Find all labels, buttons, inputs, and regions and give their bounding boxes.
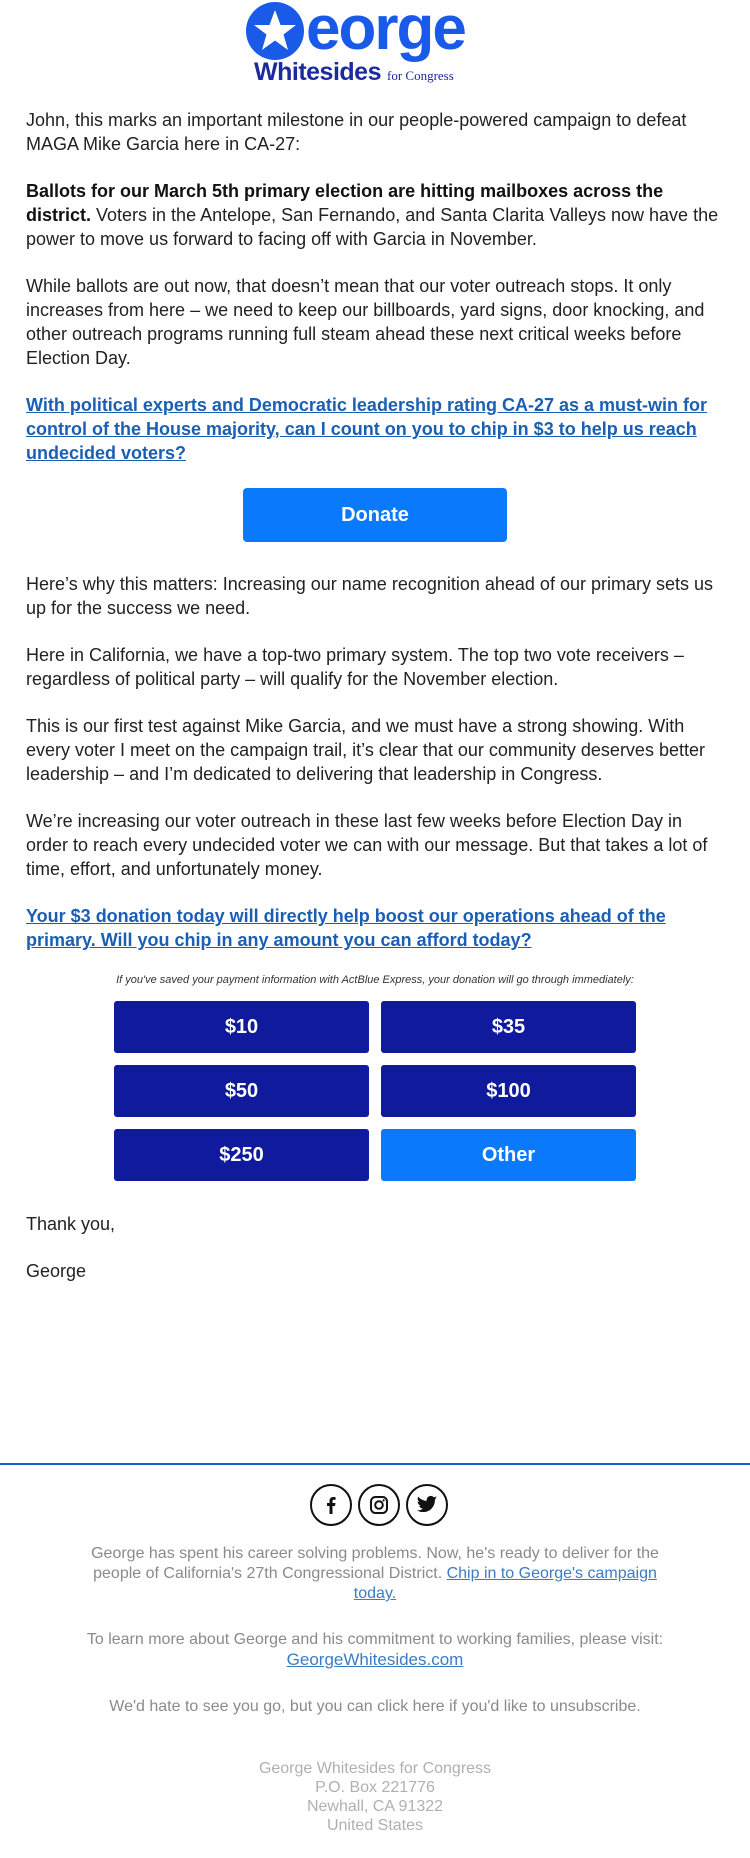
donate-ask-link[interactable]: With political experts and Democratic leadership rating CA-27 as a must-win for control of the House majority, can I count on you to chip in $3 to help us reach undecided voters? [26, 395, 707, 463]
donate-button[interactable]: Donate [243, 488, 507, 542]
address-line-box: P.O. Box 221776 [315, 1779, 435, 1796]
paragraph-intro: John, this marks an important milestone in our people-powered campaign to defeat MAGA Mike Garcia here in CA-27: [26, 110, 687, 154]
amount-button-100[interactable]: $100 [381, 1065, 636, 1117]
footer-learn [75, 1630, 675, 1671]
social-links [310, 1484, 454, 1526]
logo-name-line: Whitesides [254, 58, 381, 86]
footer-chip-in-link[interactable]: Chip in to George's campaign today. [353, 1565, 657, 1602]
footer-about-text: George has spent his career solving problems. Now, he's ready to deliver for the people of California's 27th Congressional District. [91, 1545, 659, 1582]
logo-wordmark: eorge [306, 0, 465, 63]
amount-button-other[interactable]: Other [381, 1129, 636, 1181]
footer-about [75, 1544, 675, 1604]
ballots-text: Voters in the Antelope, San Fernando, and Santa Clarita Valleys now have the power to move us forward to facing off with Garcia in November. [26, 205, 719, 249]
paragraph-ballots [26, 179, 726, 251]
campaign-logo [246, 0, 506, 86]
message-content [26, 108, 726, 975]
actblue-express-note: If you've saved your payment information with ActBlue Express, your donation will go through immediately: [116, 974, 634, 986]
amount-button-35[interactable]: $35 [381, 1001, 636, 1053]
amount-button-250[interactable]: $250 [114, 1129, 369, 1181]
footer-divider [0, 1463, 750, 1465]
ballots-bold-text: Ballots for our March 5th primary election are hitting mailboxes across the district. [26, 181, 664, 225]
signoff [26, 1212, 115, 1306]
signoff-name: George [26, 1261, 87, 1281]
star-g-logo-icon [246, 0, 306, 60]
amount-button-10[interactable]: $10 [114, 1001, 369, 1053]
footer-site-link[interactable]: GeorgeWhitesides.com [286, 1650, 464, 1669]
logo-suffix: for Congress [386, 68, 454, 83]
address-line-country: United States [326, 1817, 424, 1834]
instagram-icon[interactable] [358, 1484, 400, 1526]
footer-learn-text: To learn more about George and his commitment to working families, please visit: [86, 1631, 664, 1648]
paragraph-primary-system: Here in California, we have a top-two primary system. The top two vote receivers – regardless of political party – will qualify for the November election. [26, 645, 684, 689]
signoff-thanks: Thank you, [26, 1214, 116, 1234]
paragraph-outreach: While ballots are out now, that doesn’t mean that our voter outreach stops. It only increases from here – we need to keep our billboards, yard signs, door knocking, and other outreach programs running full steam ahead these next critical weeks before Election Day. [26, 276, 705, 368]
paragraph-increasing: We’re increasing our voter outreach in these last few weeks before Election Day in order to reach every undecided voter we can with our message. But that takes a lot of time, effort, and unfortunately money. [26, 811, 708, 879]
address-line-city: Newhall, CA 91322 [306, 1798, 444, 1815]
donation-boost-link[interactable]: Your $3 donation today will directly help boost our operations ahead of the primary. Will you chip in any amount you can afford today? [26, 906, 666, 950]
twitter-icon[interactable] [406, 1484, 448, 1526]
facebook-icon[interactable] [310, 1484, 352, 1526]
paragraph-why: Here’s why this matters: Increasing our name recognition ahead of our primary sets us up for the success we need. [26, 574, 713, 618]
paragraph-first-test: This is our first test against Mike Garcia, and we must have a strong showing. With every voter I meet on the campaign trail, it’s clear that our community deserves better leadership – and I’m dedicated to delivering that leadership in Congress. [26, 716, 705, 784]
amount-button-50[interactable]: $50 [114, 1065, 369, 1117]
mailing-address [0, 1759, 750, 1835]
footer-unsubscribe[interactable]: We'd hate to see you go, but you can click here if you'd like to unsubscribe. [109, 1698, 641, 1715]
address-line-org: George Whitesides for Congress [258, 1760, 492, 1777]
